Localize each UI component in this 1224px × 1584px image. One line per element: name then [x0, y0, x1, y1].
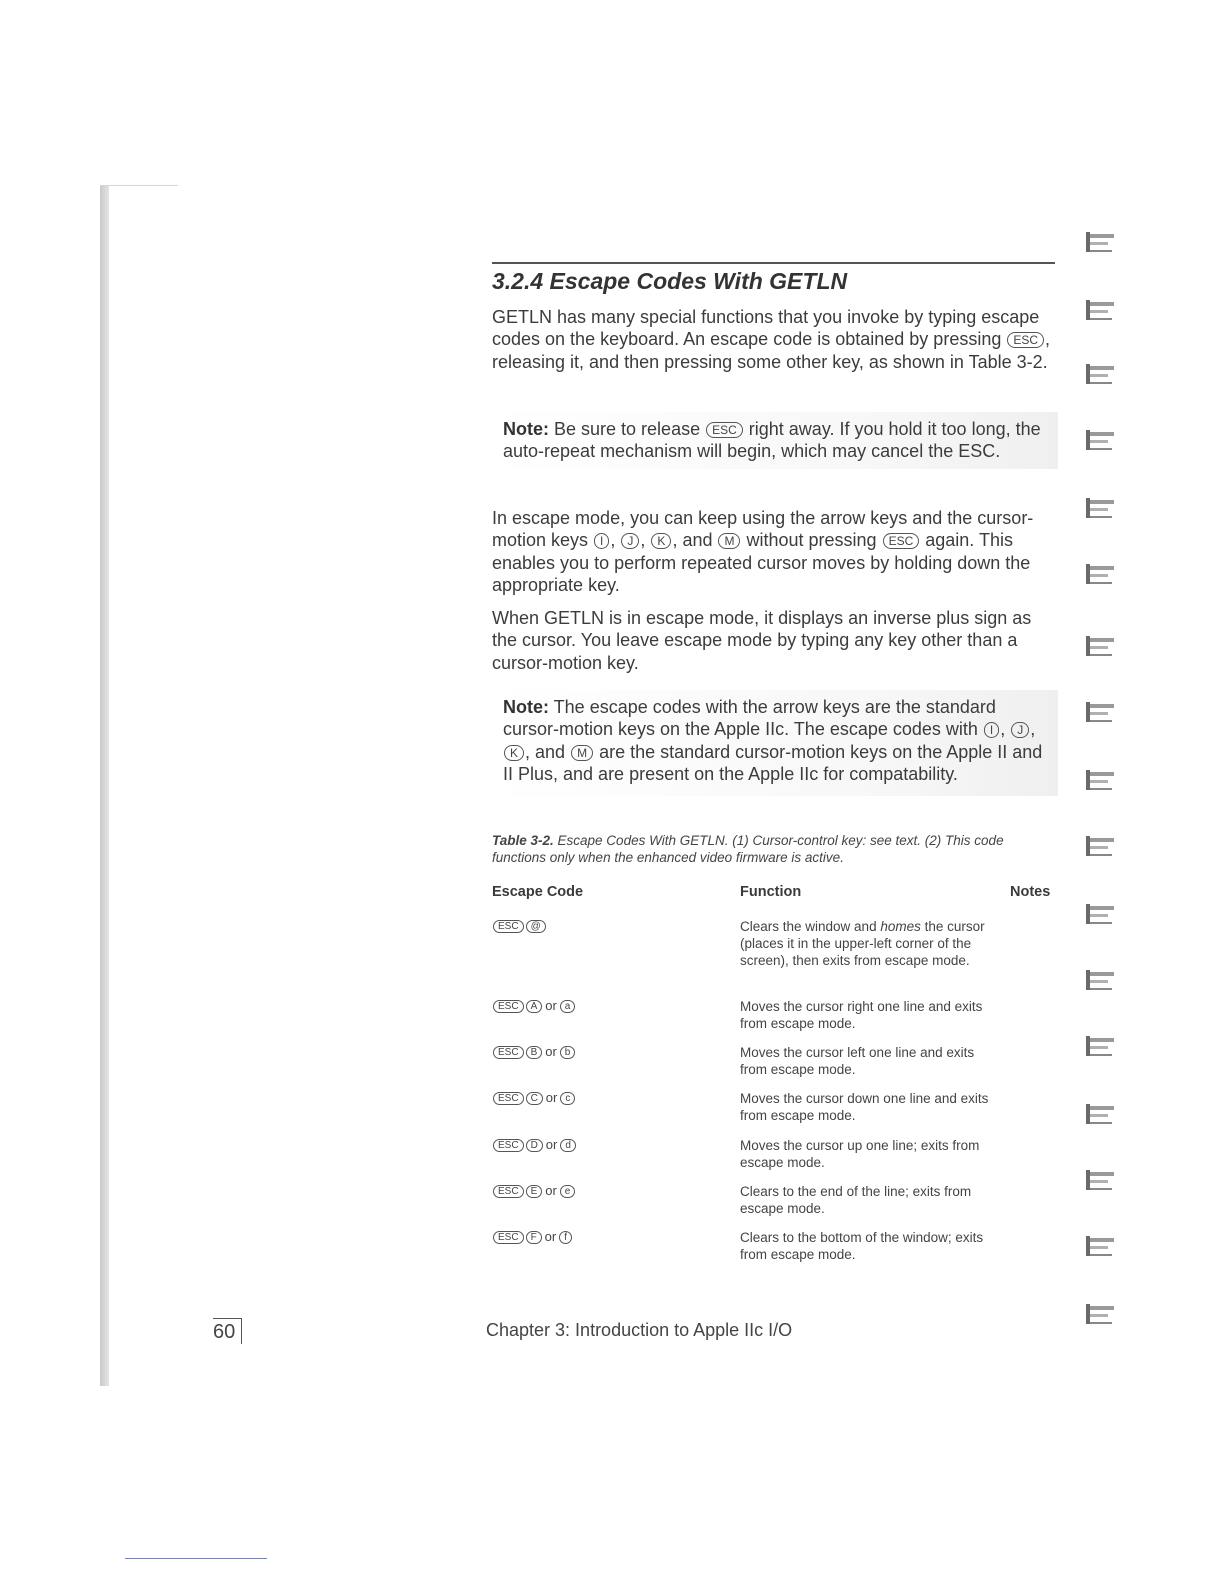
esc-key-icon: ESC: [493, 1046, 524, 1059]
escape-code-cell: [492, 998, 576, 1013]
esc-key-icon: ESC: [706, 422, 743, 438]
note-label: Note:: [503, 697, 549, 717]
page-number: 60: [213, 1318, 242, 1344]
function-cell: Moves the cursor left one line and exits from escape mode.: [740, 1045, 975, 1077]
text: again. This enables you to perform repeated cursor moves by holding down the appropriate key.: [492, 530, 1031, 596]
index-tab-icon: [1084, 560, 1114, 590]
text: , and: [672, 530, 718, 551]
text: , releasing it, and then pressing some other key, as shown in Table 3-2.: [492, 329, 1051, 372]
key-icon: @: [526, 920, 546, 933]
esc-key-icon: ESC: [1007, 332, 1044, 348]
key-icon: B: [526, 1046, 543, 1059]
escape-code-cell: [492, 1183, 576, 1198]
j-key-icon: J: [1011, 722, 1029, 738]
text: Clears the window and: [740, 919, 881, 934]
function-cell: Moves the cursor down one line and exits from escape mode.: [740, 1091, 989, 1123]
or-text: or: [544, 1229, 557, 1244]
index-tab-icon: [1084, 494, 1114, 524]
key-icon: F: [526, 1231, 542, 1244]
index-tab-icon: [1084, 1100, 1114, 1130]
index-tab-icon: [1084, 766, 1114, 796]
table-caption-label: Table 3-2.: [492, 833, 554, 848]
index-tab-icon: [1084, 966, 1114, 996]
j-key-icon: J: [621, 533, 639, 549]
index-tab-icon: [1084, 632, 1114, 662]
footer-link-rule: [125, 1558, 267, 1559]
escape-code-cell: [492, 1090, 576, 1105]
index-tab-icon: [1084, 296, 1114, 326]
i-key-icon: I: [594, 533, 609, 549]
m-key-icon: M: [571, 745, 593, 761]
index-tab-icon: [1084, 1232, 1114, 1262]
key-icon: C: [526, 1092, 543, 1105]
paragraph-intro: [492, 306, 1052, 373]
index-tab-icon: [1084, 900, 1114, 930]
index-tabs: [1084, 220, 1118, 1340]
index-tab-icon: [1084, 1166, 1114, 1196]
paragraph-inverse-plus: When GETLN is in escape mode, it displays an inverse plus sign as the cursor. You leave escape mode by typing any key other than a cursor-motion key.: [492, 608, 1032, 673]
escape-code-cell: [492, 918, 547, 933]
index-tab-icon: [1084, 1032, 1114, 1062]
binding-edge: [100, 186, 109, 1386]
index-tab-icon: [1084, 426, 1114, 456]
i-key-icon: I: [984, 722, 999, 738]
function-cell: Moves the cursor right one line and exits from escape mode.: [740, 999, 983, 1031]
text: ,: [610, 530, 621, 551]
text: ,: [1000, 719, 1011, 740]
text: , and: [525, 741, 571, 762]
function-cell: Clears to the bottom of the window; exits from escape mode.: [740, 1230, 984, 1262]
note-arrow-keys: [492, 690, 1058, 796]
binding-top-edge: [100, 185, 178, 186]
esc-key-icon: ESC: [493, 1092, 524, 1105]
column-header-notes: Notes: [1010, 884, 1051, 900]
index-tab-icon: [1084, 228, 1114, 258]
table-caption-text: Escape Codes With GETLN. (1) Cursor-control key: see text. (2) This code functions only when the enhanced video firmware is active.: [492, 833, 1004, 865]
note-release-esc: [492, 412, 1058, 469]
index-tab-icon: [1084, 698, 1114, 728]
table-caption: [492, 832, 1057, 866]
column-header-function: Function: [740, 884, 802, 900]
section-rule: [492, 262, 1055, 264]
esc-key-icon: ESC: [493, 1231, 524, 1244]
escape-code-cell: [492, 1137, 577, 1152]
chapter-footer: Chapter 3: Introduction to Apple IIc I/O: [486, 1320, 793, 1340]
or-text: or: [545, 1183, 557, 1198]
key-icon: E: [526, 1185, 543, 1198]
function-cell: Moves the cursor up one line; exits from escape mode.: [740, 1138, 980, 1170]
column-header-escape-code: Escape Code: [492, 884, 584, 900]
text: ,: [640, 530, 651, 551]
or-text: or: [545, 1044, 557, 1059]
text: are the standard cursor-motion keys on the Apple II and II Plus, and are present on the Apple IIc for compatability.: [503, 741, 1043, 785]
text: the cursor (places it in the upper-left corner of the screen), then exits from escape mode.: [740, 919, 985, 968]
text: In escape mode, you can keep using the arrow keys and the cursor-motion keys: [492, 508, 1034, 551]
key-icon: e: [560, 1185, 576, 1198]
key-icon: a: [560, 1000, 576, 1013]
esc-key-icon: ESC: [493, 1139, 524, 1152]
index-tab-icon: [1084, 360, 1114, 390]
escape-code-cell: [492, 1044, 576, 1059]
key-icon: A: [526, 1000, 543, 1013]
key-icon: b: [560, 1046, 576, 1059]
esc-key-icon: ESC: [493, 1185, 524, 1198]
emphasis: homes: [880, 919, 921, 934]
esc-key-icon: ESC: [883, 533, 920, 549]
k-key-icon: K: [504, 745, 524, 761]
text: right away. If you hold it too long, the auto-repeat mechanism will begin, which may cancel the ESC.: [503, 419, 1041, 462]
text: GETLN has many special functions that you invoke by typing escape codes on the keyboard. An escape code is obtained by pressing: [492, 307, 1040, 350]
text: Be sure to release: [549, 419, 706, 439]
k-key-icon: K: [651, 533, 671, 549]
index-tab-icon: [1084, 1300, 1114, 1330]
text: The escape codes with the arrow keys are the standard cursor-motion keys on the Apple IIc. The escape codes with: [503, 697, 996, 740]
text: ,: [1030, 719, 1036, 740]
key-icon: c: [560, 1092, 575, 1105]
esc-key-icon: ESC: [493, 920, 524, 933]
function-cell: Clears to the end of the line; exits from escape mode.: [740, 1184, 972, 1216]
paragraph-escape-mode: [492, 507, 1052, 597]
key-icon: D: [526, 1139, 543, 1152]
key-icon: f: [559, 1231, 572, 1244]
or-text: or: [545, 1137, 558, 1152]
esc-key-icon: ESC: [493, 1000, 524, 1013]
key-icon: d: [560, 1139, 576, 1152]
escape-code-cell: [492, 1229, 573, 1244]
or-text: or: [545, 998, 557, 1013]
note-label: Note:: [503, 419, 549, 439]
m-key-icon: M: [718, 533, 740, 549]
section-title: 3.2.4 Escape Codes With GETLN: [492, 268, 848, 294]
function-cell: [740, 918, 1000, 969]
index-tab-icon: [1084, 832, 1114, 862]
text: without pressing: [741, 530, 882, 551]
or-text: or: [545, 1090, 558, 1105]
